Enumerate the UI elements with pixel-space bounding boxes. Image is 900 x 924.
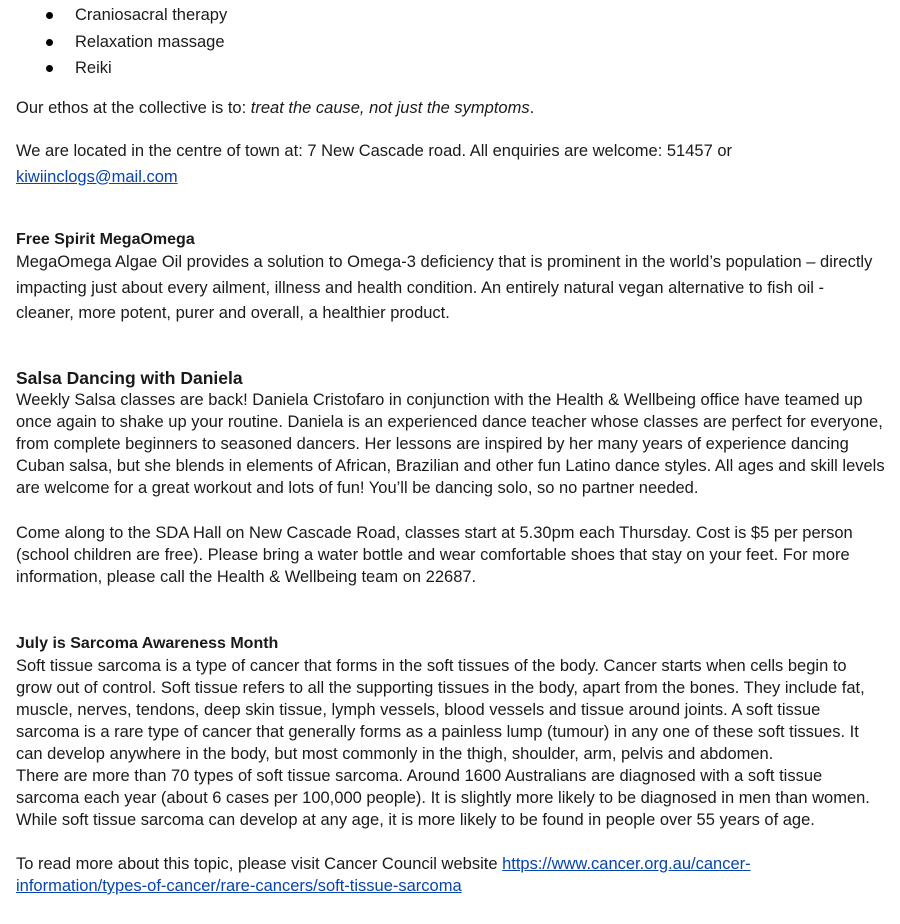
sarcoma-body-1: Soft tissue sarcoma is a type of cancer that forms in the soft tissues of the body. Cancer starts when cells begin to grow out of control. Soft tissue refers to all the supporting tissues in the body, apart from the bones. They include fat, muscle, nerves, tendons, deep skin tissue, lymph vessels, blood vessels and tissue around joints. A soft tissue sarcoma is a rare type of cancer that generally forms as a painless lump (tumour) in any one of these soft tissues. It can develop anywhere in the body, but most commonly in the thigh, shoulder, arm, pelvis and abdomen. — [16, 657, 865, 763]
ethos-lead: Our ethos at the collective is to: — [16, 99, 251, 117]
location-text: We are located in the centre of town at: 7 New Cascade road. All enquiries are welcome: 51457 or — [16, 142, 733, 160]
ethos-tail: . — [529, 99, 535, 117]
bullet-icon — [46, 12, 53, 19]
bullet-icon — [46, 65, 53, 72]
read-more-paragraph — [16, 853, 886, 897]
email-link[interactable]: kiwiinclogs@mail.com — [16, 167, 178, 186]
megaomega-body: MegaOmega Algae Oil provides a solution to Omega-3 deficiency that is prominent in the world’s population – directly impacting just about every ailment, illness and health condition. An entirely natural vegan alternative to fish oil - cleaner, more potent, purer and overall, a healthier product. — [16, 253, 873, 322]
salsa-body-1: Weekly Salsa classes are back! Daniela Cristofaro in conjunction with the Health & Wellbeing office have teamed up once again to shake up your routine. Daniela is an experienced dance teacher whose classes are perfect for everyone, from complete beginners to seasoned dancers. Her lessons are inspired by her many years of experience dancing Cuban salsa, but she blends in elements of African, Brazilian and other fun Latino dance styles. All ages and skill levels are welcome for a great workout and lots of fun! You’ll be dancing solo, so no partner needed. — [16, 391, 885, 497]
list-item-label: Reiki — [75, 59, 112, 77]
sarcoma-title: July is Sarcoma Awareness Month — [16, 635, 279, 652]
ethos-emphasis: treat the cause, not just the symptoms — [250, 99, 530, 117]
salsa-title: Salsa Dancing with Daniela — [16, 368, 243, 388]
therapy-list — [16, 2, 227, 82]
ethos-paragraph — [16, 97, 886, 119]
list-item — [16, 29, 227, 56]
megaomega-title: Free Spirit MegaOmega — [16, 231, 195, 248]
list-item-label: Relaxation massage — [75, 32, 225, 51]
salsa-body-2: Come along to the SDA Hall on New Cascade Road, classes start at 5.30pm each Thursday. Cost is $5 per person (school children are free). Please bring a water bottle and wear comfortable shoes that stay on your feet. For more information, please call the Health & Wellbeing team on 22687. — [16, 524, 853, 586]
list-item-label: Craniosacral therapy — [75, 6, 228, 24]
read-more-text: To read more about this topic, please visit Cancer Council website — [16, 855, 503, 873]
bullet-icon — [46, 39, 53, 46]
location-paragraph — [16, 139, 886, 190]
list-item — [16, 55, 227, 82]
cancer-council-link-line1: https://www.cancer.org.au/cancer- — [502, 855, 751, 873]
list-item — [16, 2, 227, 29]
sarcoma-body-2: There are more than 70 types of soft tissue sarcoma. Around 1600 Australians are diagnosed with a soft tissue sarcoma each year (about 6 cases per 100,000 people). It is slightly more likely to be diagnosed in men than women. While soft tissue sarcoma can develop at any age, it is more likely to be found in people over 55 years of age. — [16, 767, 870, 829]
cancer-council-link-line2: information/types-of-cancer/rare-cancers/soft-tissue-sarcoma — [16, 877, 462, 895]
